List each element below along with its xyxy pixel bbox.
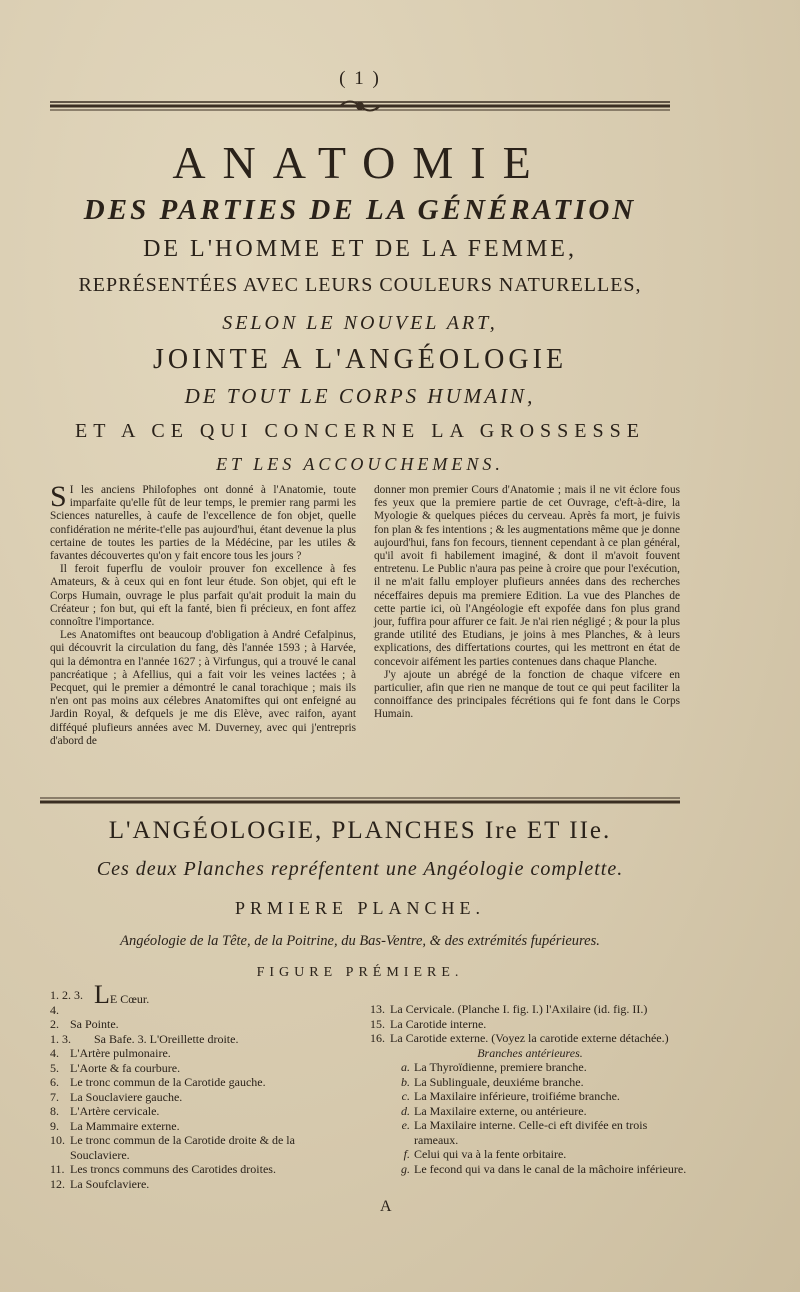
list-item: c. La Maxilaire inférieure, troifiéme branche.: [401, 1089, 620, 1103]
plate-title: PRMIERE PLANCHE.: [234, 898, 485, 918]
intro-paragraph: Il feroit fuperflu de vouloir prouver fon excellence à fes Amateurs, & à ceux qui en font leur étude. Son objet, qui eft le Corps Humain, ouvrage le plus parfait qu'ait produit la main du Créateur ; fon but, qui eft la fanté, bien fi précieux, en font affez connoître l'importance.: [50, 563, 356, 629]
list-item: 1. 2. 3. 4. LE Cœur.: [50, 980, 150, 1017]
list-item: 6. Le tronc commun de la Carotide gauche.: [50, 1075, 266, 1089]
list-item: 15. La Carotide interne.: [370, 1016, 487, 1031]
drop-cap: S: [50, 480, 67, 513]
intro-paragraph: Les Anatomiftes ont beaucoup d'obligation à André Cefalpinus, qui découvrit la circulation du fang, dès l'année 1593 ; à Harvée, qui la démontra en l'année 1627 ; à Virfungus, qui a trouvé le canal pancréatique ; à Afellius, qui a fait voir les veines lactées ; à Pecquet, qui le premier a démontré le canal torachique ; mais ils n'en ont pas moins aux célebres Anatomiftes qui ont enfeigné au Jardin Royal, & defquels je me dis Elève, avec raifon, ayant difféqué plufieurs années avec M. Duverney, avec qui j'entrepris d'abord de: [50, 629, 356, 747]
list-item: e. La Maxilaire interne. Celle-ci eft divifée en trois rameaux.: [401, 1118, 648, 1147]
title-line-5: SELON LE NOUVEL ART,: [222, 312, 498, 334]
list-item: 11. Les troncs communs des Carotides droites.: [50, 1162, 276, 1176]
list-item: 13. La Cervicale. (Planche I. fig. I.) l'Axilaire (id. fig. II.): [370, 1002, 648, 1016]
list-item: 12. La Soufclaviere.: [50, 1176, 150, 1191]
list-item: 4. L'Artère pulmonaire.: [50, 1046, 171, 1060]
list-item: f. Celui qui va à la fente orbitaire.: [403, 1147, 567, 1161]
list-item: 10. Le tronc commun de la Carotide droite & de la Souclaviere.: [50, 1133, 295, 1162]
title-line-4: REPRÉSENTÉES AVEC LEURS COULEURS NATURELLES,: [78, 274, 642, 296]
plate-caption: Angéologie de la Tête, de la Poitrine, du Bas-Ventre, & des extrémités fupérieures.: [120, 933, 600, 949]
list-item: 5. L'Aorte & fa courbure.: [50, 1060, 181, 1075]
title-line-2: DES PARTIES DE LA GÉNÉRATION: [83, 194, 637, 226]
section-rule: [40, 796, 680, 806]
list-item: 8. L'Artère cervicale.: [50, 1104, 160, 1118]
intro-paragraph: donner mon premier Cours d'Anatomie ; mais il ne vit éclore fous fes yeux que la premiere partie de cet Ouvrage, c'eft-à-dire, la Myologie & quelques piéces du cerveau. Après fa mort, je fuivis fon plan & fes intentions ; & les augmentations même que je donne aujourd'hui, fans fon fecours, tiennent cependant à ce plan général, qu'il avoit fi habilement imaginé, & dont il m'avoit fouvent entretenu. Le Public n'aura pas peine à croire que pour l'exécution, il ne m'ait fallu employer plufieurs années dans des recherches néceffaires depuis ma premiere Edition. La vue des Planches de cette partie ici, où l'Angéologie eft expofée dans fon plus grand jour, fuffira pour affurer ce fait. Je n'ai rien négligé ; & pour la plus grande utilité des Etudians, je joins à mes Planches, & à leurs explications, des differtations courtes, qui les mettront en état de concevoir aifément les parties contenues dans chaque Planche.: [374, 484, 680, 668]
section-subheading: Ces deux Planches repréfentent une Angéologie complette.: [96, 858, 624, 880]
signature-mark: A: [380, 1198, 392, 1215]
intro-right-column: [374, 484, 680, 748]
list-item: 2. Sa Pointe.: [50, 1017, 119, 1031]
list-item: 16. La Carotide externe. (Voyez la carotide externe détachée.): [370, 1031, 669, 1045]
intro-columns: [50, 480, 680, 748]
list-item: 1. 3. Sa Bafe. 3. L'Oreillette droite.: [50, 1031, 239, 1046]
intro-paragraph: J'y ajoute un abrégé de la fonction de chaque vifcere en particulier, afin que rien ne manque de tout ce qui peut faciliter la connoiffance des principales fécrétions qui fe font dans le Corps Humain.: [374, 668, 680, 721]
title-line-7: DE TOUT LE CORPS HUMAIN,: [184, 384, 536, 408]
section-heading: L'ANGÉOLOGIE, PLANCHES Ire ET IIe.: [108, 817, 612, 844]
title-line-1: ANATOMIE: [172, 137, 548, 188]
list-item: 7. La Souclaviere gauche.: [50, 1089, 183, 1104]
legend-right: [370, 1002, 690, 1176]
list-item: b. La Sublinguale, deuxiéme branche.: [401, 1074, 584, 1089]
title-line-6: JOINTE A L'ANGÉOLOGIE: [152, 344, 568, 375]
page-number: ( 1 ): [339, 68, 381, 89]
legend-left: [50, 980, 350, 1191]
top-ornament-icon: [40, 96, 680, 120]
intro-paragraph: S I les anciens Philofophes ont donné à l'Anatomie, toute imparfaite qu'elle fût de leur temps, le premier rang parmi les Sciences naturelles, à caufe de l'excellence de fon objet, quelle confidération ne mérite-t'elle pas aujourd'hui, étant devenue la plus certaine de toutes les parties de la Médécine, par les utiles & favantes découvertes qu'on y fait encore tous les jours ?: [50, 480, 356, 563]
list-item: a. La Thyroïdienne, premiere branche.: [401, 1060, 587, 1074]
intro-left-column: [50, 480, 356, 748]
title-line-9: ET LES ACCOUCHEMENS.: [216, 454, 504, 474]
list-item: g. Le fecond qui va dans le canal de la mâchoire inférieure.: [401, 1161, 687, 1176]
title-line-8: ET A CE QUI CONCERNE LA GROSSESSE: [75, 420, 645, 442]
list-item: d. La Maxilaire externe, ou antérieure.: [401, 1103, 587, 1118]
list-item: 9. La Mammaire externe.: [50, 1118, 180, 1133]
figure-title: FIGURE PRÉMIERE.: [256, 965, 464, 980]
branches-subtitle: Branches antérieures.: [477, 1045, 583, 1060]
title-line-3: DE L'HOMME ET DE LA FEMME,: [143, 236, 577, 262]
